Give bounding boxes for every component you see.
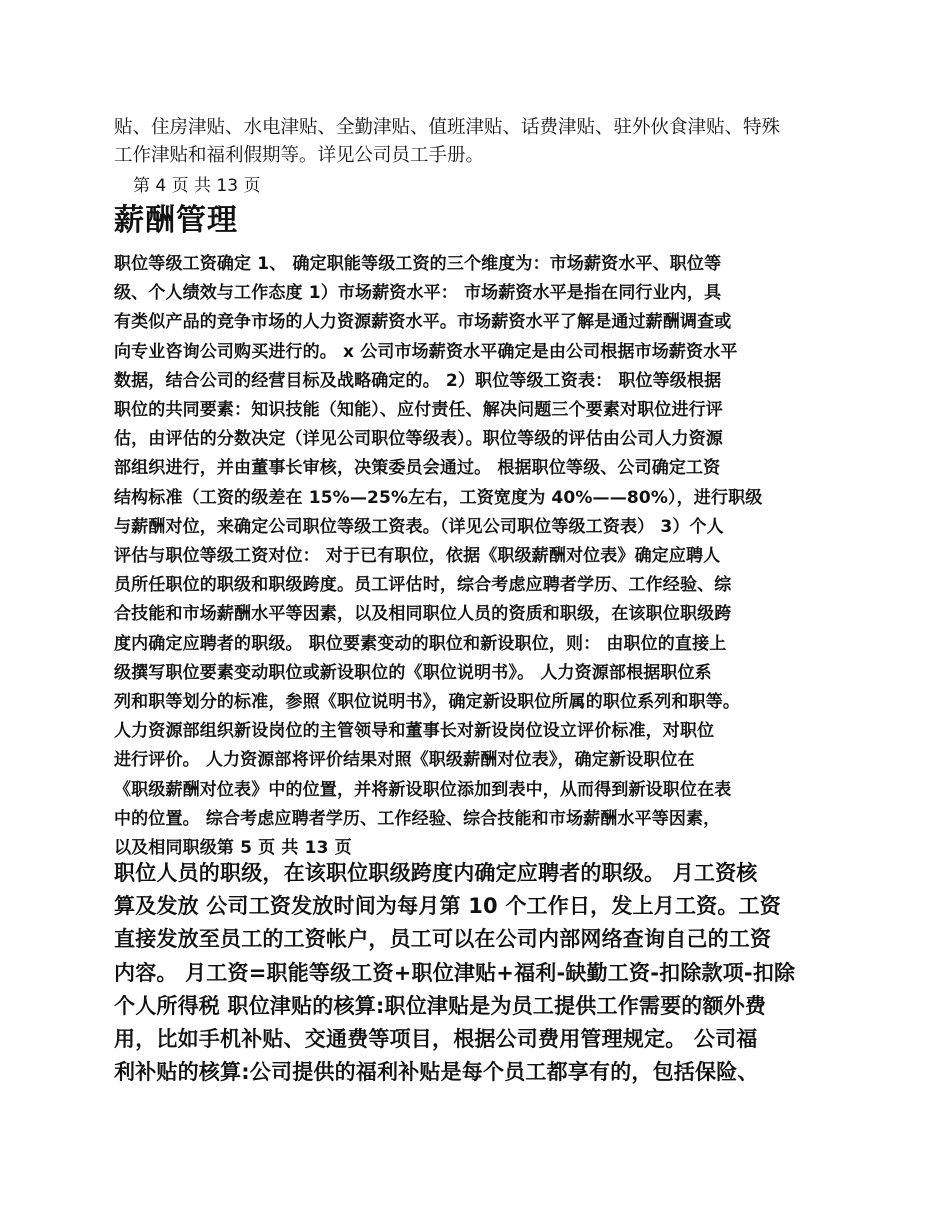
text-line: 工作津贴和福利假期等。详见公司员工手册。	[114, 145, 485, 166]
text-line: 评估与职位等级工资对位： 对于已有职位，依据《职级薪酬对位表》确定应聘人	[114, 546, 721, 567]
text-line: 部组织进行，并由董事长审核，决策委员会通过。 根据职位等级、公司确定工资	[114, 458, 721, 479]
text-line: 人力资源部组织新设岗位的主管领导和董事长对新设岗位设立评价标准，对职位	[114, 721, 715, 742]
section-heading: 薪酬管理	[114, 203, 238, 238]
intro-paragraph	[114, 114, 854, 170]
text-line: 中的位置。 综合考虑应聘者学历、工作经验、综合技能和市场薪酬水平等因素，	[114, 808, 721, 829]
text-line: 《职级薪酬对位表》中的位置，并将新设职位添加到表中，从而得到新设职位在表	[114, 779, 732, 800]
page-marker: 第 4 页 共 13 页	[133, 176, 261, 196]
text-line: 职位的共同要素：知识技能（知能）、应付责任、解决问题三个要素对职位进行评	[114, 400, 723, 421]
text-line: 直接发放至员工的工资帐户，员工可以在公司内部网络查询自己的工资	[114, 927, 772, 952]
continuation-paragraph	[114, 857, 854, 1089]
text-line: 职位人员的职级，在该职位职级跨度内确定应聘者的职级。 月工资核	[114, 861, 758, 885]
text-line: 与薪酬对位，来确定公司职位等级工资表。（详见公司职位等级工资表） 3）个人	[114, 516, 724, 537]
text-line: 进行评价。 人力资源部将评价结果对照《职级薪酬对位表》，确定新设职位在	[114, 750, 695, 771]
text-line: 个人所得税 职位津贴的核算:职位津贴是为员工提供工作需要的额外费	[114, 993, 767, 1018]
text-line: 向专业咨询公司购买进行的。 x 公司市场薪资水平确定是由公司根据市场薪资水平	[114, 341, 738, 362]
text-line: 职位等级工资确定 1、 确定职能等级工资的三个维度为：市场薪资水平、职位等	[114, 254, 722, 274]
text-line: 利补贴的核算:公司提供的福利补贴是每个员工都享有的，包括保险、	[114, 1060, 759, 1085]
text-line: 结构标准（工资的级差在 15%—25%左右，工资宽度为 40%——80%），进行职级	[114, 487, 763, 508]
text-line: 合技能和市场薪酬水平等因素，以及相同职位人员的资质和职级，在该职位职级跨	[114, 604, 732, 625]
text-line: 用，比如手机补贴、交通费等项目，根据公司费用管理规定。 公司福	[114, 1027, 758, 1052]
text-line: 以及相同职级第 5 页 共 13 页	[114, 838, 352, 859]
text-line: 员所任职位的职级和职级跨度。员工评估时，综合考虑应聘者学历、工作经验、综	[114, 575, 732, 596]
text-line: 列和职等划分的标准，参照《职位说明书》，确定新设职位所属的职位系列和职等。	[114, 692, 741, 713]
text-line: 度内确定应聘者的职级。 职位要素变动的职位和新设职位，则： 由职位的直接上	[114, 633, 727, 654]
salary-section-paragraph	[114, 250, 854, 863]
text-line: 算及发放 公司工资发放时间为每月第 10 个工作日，发上月工资。工资	[114, 894, 781, 919]
text-line: 数据，结合公司的经营目标及战略确定的。 2）职位等级工资表： 职位等级根据	[114, 370, 722, 391]
text-line: 有类似产品的竞争市场的人力资源薪资水平。市场薪资水平了解是通过薪酬调查或	[114, 312, 732, 333]
text-line: 估，由评估的分数决定（详见公司职位等级表）。职位等级的评估由公司人力资源	[114, 429, 723, 450]
text-line: 内容。 月工资=职能等级工资+职位津贴+福利-缺勤工资-扣除款项-扣除	[114, 960, 796, 985]
text-line: 贴、住房津贴、水电津贴、全勤津贴、值班津贴、话费津贴、驻外伙食津贴、特殊	[114, 117, 781, 138]
text-line: 级、个人绩效与工作态度 1）市场薪资水平： 市场薪资水平是指在同行业内，具	[114, 283, 722, 304]
text-line: 级撰写职位要素变动职位或新设职位的《职位说明书》。 人力资源部根据职位系	[114, 662, 712, 683]
